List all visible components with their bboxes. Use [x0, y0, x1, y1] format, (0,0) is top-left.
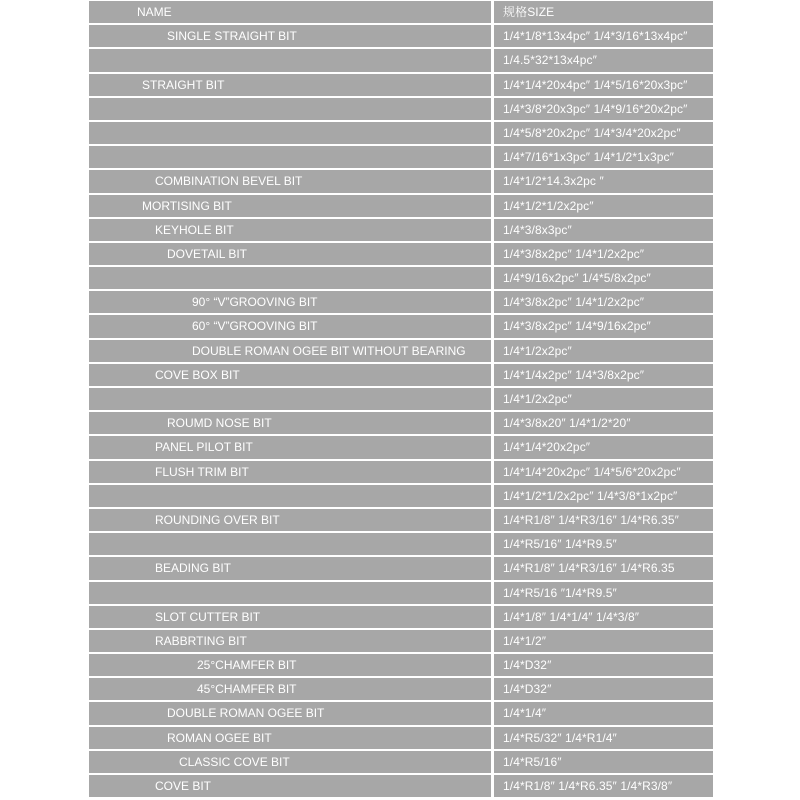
size-cell — [494, 170, 713, 192]
size-cell — [494, 49, 713, 71]
bit-size: 1/4*1/2x2pc″ — [503, 392, 572, 406]
bit-name: DOVETAIL BIT — [167, 246, 248, 261]
name-cell — [89, 461, 491, 483]
bit-name: ROUMD NOSE BIT — [167, 416, 272, 431]
name-cell — [89, 267, 491, 289]
size-cell — [494, 654, 713, 676]
name-cell — [89, 98, 491, 120]
bit-name: MORTISING BIT — [142, 198, 232, 213]
bit-size: 1/4*R5/32″ 1/4*R1/4″ — [503, 730, 617, 745]
table-row — [89, 291, 713, 315]
size-cell — [494, 122, 713, 144]
name-cell — [89, 49, 491, 71]
name-cell — [89, 654, 491, 676]
bit-size: 1/4*1/4″ — [503, 706, 547, 721]
size-cell — [494, 98, 713, 120]
table-header-row — [89, 1, 713, 25]
table-row — [89, 219, 713, 243]
name-cell — [89, 74, 491, 96]
table-row — [89, 485, 713, 509]
name-cell — [89, 170, 491, 192]
bit-size: 1/4*1/4*20x4pc″ 1/4*5/16*20x3pc″ — [503, 77, 688, 92]
bit-size: 1/4*1/4*20x2pc″ — [503, 440, 591, 455]
name-cell — [89, 436, 491, 458]
bit-size: 1/4*D32″ — [503, 658, 552, 673]
size-cell — [494, 146, 713, 168]
bit-name: SINGLE STRAIGHT BIT — [167, 29, 297, 44]
name-cell — [89, 533, 491, 555]
table-row — [89, 364, 713, 388]
size-cell — [494, 509, 713, 531]
name-cell — [89, 412, 491, 434]
size-cell — [494, 388, 713, 410]
name-cell — [89, 485, 491, 507]
bit-name: RABBRTING BIT — [155, 633, 247, 648]
name-cell — [89, 219, 491, 241]
name-cell — [89, 606, 491, 628]
name-cell — [89, 775, 491, 797]
bit-size: 1/4*3/8x3pc″ — [503, 222, 572, 237]
name-column-header: NAME — [137, 5, 172, 19]
bit-size: 1/4*1/8″ 1/4*1/4″ 1/4*3/8″ — [503, 609, 640, 624]
size-cell — [494, 412, 713, 434]
bit-name: PANEL PILOT BIT — [155, 440, 253, 455]
table-row — [89, 25, 713, 49]
name-cell — [89, 678, 491, 700]
bit-size: 1/4*1/4x2pc″ 1/4*3/8x2pc″ — [503, 367, 645, 382]
table-row — [89, 606, 713, 630]
bit-name: 90° “V”GROOVING BIT — [192, 295, 318, 310]
size-cell — [494, 195, 713, 217]
name-cell — [89, 243, 491, 265]
bit-name: FLUSH TRIM BIT — [155, 464, 249, 479]
bit-name: COVE BIT — [155, 779, 212, 793]
table-row — [89, 122, 713, 146]
size-cell — [494, 533, 713, 555]
name-cell — [89, 340, 491, 362]
table-row — [89, 654, 713, 678]
size-cell — [494, 751, 713, 773]
table-body — [89, 25, 713, 799]
name-cell — [89, 388, 491, 410]
table-row — [89, 582, 713, 606]
bit-name: STRAIGHT BIT — [142, 77, 225, 92]
name-cell — [89, 509, 491, 531]
table-row — [89, 98, 713, 122]
bit-size: 1/4*R5/16 ″1/4*R9.5″ — [503, 585, 617, 600]
table-row — [89, 727, 713, 751]
size-cell — [494, 340, 713, 362]
table-row — [89, 340, 713, 364]
name-cell — [89, 582, 491, 604]
bit-name: 60° “V”GROOVING BIT — [192, 319, 318, 334]
size-cell — [494, 775, 713, 797]
bit-size: 1/4*3/8x2pc″ 1/4*9/16x2pc″ — [503, 319, 651, 334]
name-cell — [89, 630, 491, 652]
table-row — [89, 315, 713, 339]
size-cell — [494, 582, 713, 604]
bit-size: 1/4*R5/16″ — [503, 754, 562, 769]
table-row — [89, 243, 713, 267]
name-cell — [89, 751, 491, 773]
name-cell — [89, 557, 491, 579]
name-cell — [89, 291, 491, 313]
name-header-cell — [89, 1, 491, 23]
size-cell — [494, 630, 713, 652]
table-row — [89, 436, 713, 460]
table-row — [89, 195, 713, 219]
bit-name: DOUBLE ROMAN OGEE BIT WITHOUT BEARING — [192, 343, 466, 358]
name-cell — [89, 195, 491, 217]
bit-size: 1/4*1/4*20x2pc″ 1/4*5/6*20x2pc″ — [503, 464, 681, 479]
bit-size: 1/4*1/2*1/2x2pc″ — [503, 198, 594, 213]
bit-size: 1/4*R5/16″ 1/4*R9.5″ — [503, 537, 617, 552]
bit-size: 1/4*1/2*1/2x2pc″ 1/4*3/8*1x2pc″ — [503, 488, 678, 503]
bit-size: 1/4.5*32*13x4pc″ — [503, 53, 597, 68]
bit-name: 25°CHAMFER BIT — [197, 658, 297, 673]
size-cell — [494, 485, 713, 507]
bit-size: 1/4*1/2*14.3x2pc ″ — [503, 174, 604, 189]
size-cell — [494, 702, 713, 724]
table-row — [89, 702, 713, 726]
name-cell — [89, 122, 491, 144]
size-cell — [494, 243, 713, 265]
table-row — [89, 49, 713, 73]
name-cell — [89, 315, 491, 337]
bit-size: 1/4*1/2″ — [503, 633, 547, 648]
table-row — [89, 388, 713, 412]
bit-size: 1/4*3/8x20″ 1/4*1/2*20″ — [503, 416, 631, 431]
size-cell — [494, 557, 713, 579]
table-row — [89, 461, 713, 485]
size-column-header: 规格SIZE — [503, 5, 555, 19]
bit-size: 1/4*7/16*1x3pc″ 1/4*1/2*1x3pc″ — [503, 150, 674, 165]
bit-size: 1/4*3/8x2pc″ 1/4*1/2x2pc″ — [503, 295, 645, 310]
bit-name: BEADING BIT — [155, 561, 232, 576]
table-row — [89, 678, 713, 702]
bit-name: ROMAN OGEE BIT — [167, 730, 272, 745]
table-row — [89, 509, 713, 533]
bit-name: 45°CHAMFER BIT — [197, 682, 297, 697]
bit-size: 1/4*3/8x2pc″ 1/4*1/2x2pc″ — [503, 246, 645, 261]
size-cell — [494, 267, 713, 289]
bit-size: 1/4*R1/8″ 1/4*R3/16″ 1/4*R6.35 — [503, 561, 675, 576]
size-cell — [494, 25, 713, 47]
table-row — [89, 267, 713, 291]
bit-size: 1/4*R1/8″ 1/4*R3/16″ 1/4*R6.35″ — [503, 512, 679, 527]
size-cell — [494, 364, 713, 386]
bit-size: 1/4*R1/8″ 1/4*R6.35″ 1/4*R3/8″ — [503, 779, 673, 793]
bit-size: 1/4*1/2x2pc″ — [503, 343, 572, 358]
bit-size: 1/4*D32″ — [503, 682, 552, 697]
table-row — [89, 412, 713, 436]
bit-size: 1/4*3/8*20x3pc″ 1/4*9/16*20x2pc″ — [503, 101, 688, 116]
table-row — [89, 557, 713, 581]
bit-name: COMBINATION BEVEL BIT — [155, 174, 303, 189]
size-cell — [494, 727, 713, 749]
bit-name: SLOT CUTTER BIT — [155, 609, 261, 624]
table-row — [89, 146, 713, 170]
size-cell — [494, 219, 713, 241]
name-cell — [89, 364, 491, 386]
size-cell — [494, 436, 713, 458]
table-row — [89, 751, 713, 775]
table-row — [89, 533, 713, 557]
bit-name: CLASSIC COVE BIT — [179, 754, 290, 769]
bit-size: 1/4*9/16x2pc″ 1/4*5/8x2pc″ — [503, 271, 651, 286]
table-row — [89, 74, 713, 98]
name-cell — [89, 727, 491, 749]
size-cell — [494, 678, 713, 700]
bit-name: ROUNDING OVER BIT — [155, 512, 280, 527]
bit-name: KEYHOLE BIT — [155, 222, 234, 237]
spec-table — [89, 1, 713, 799]
size-cell — [494, 315, 713, 337]
name-cell — [89, 146, 491, 168]
table-row — [89, 170, 713, 194]
table-row — [89, 630, 713, 654]
size-cell — [494, 291, 713, 313]
size-cell — [494, 461, 713, 483]
name-cell — [89, 702, 491, 724]
size-header-cell — [494, 1, 713, 23]
bit-name: COVE BOX BIT — [155, 367, 240, 382]
size-cell — [494, 74, 713, 96]
bit-size: 1/4*1/8*13x4pc″ 1/4*3/16*13x4pc″ — [503, 29, 688, 44]
name-cell — [89, 25, 491, 47]
size-cell — [494, 606, 713, 628]
bit-name: DOUBLE ROMAN OGEE BIT — [167, 706, 325, 721]
table-row — [89, 775, 713, 799]
bit-size: 1/4*5/8*20x2pc″ 1/4*3/4*20x2pc″ — [503, 125, 681, 140]
